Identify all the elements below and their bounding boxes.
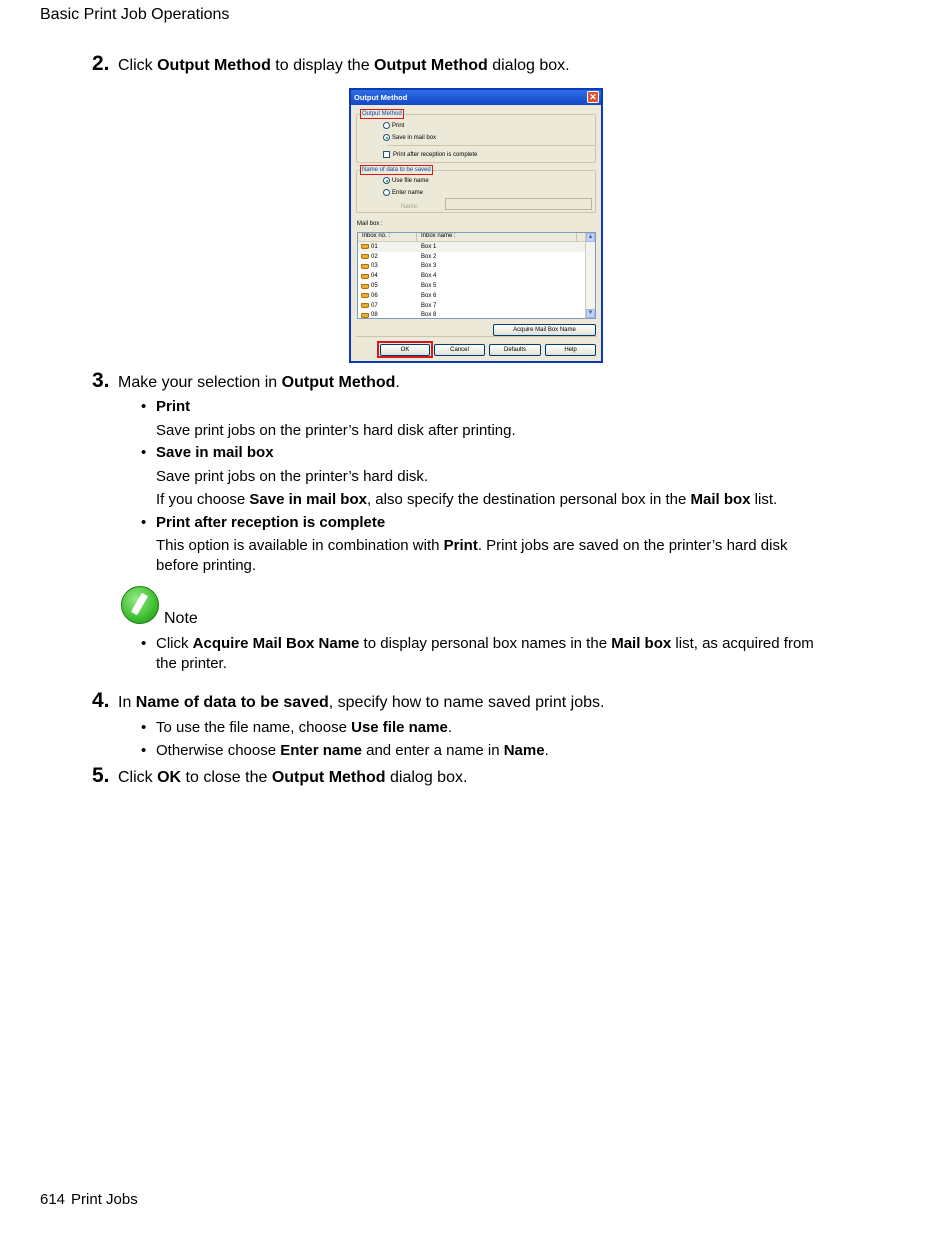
inbox-no: 03: [371, 263, 378, 270]
column-header-inbox-name[interactable]: Inbox name :: [417, 233, 577, 241]
step-number: 2.: [92, 52, 110, 75]
text: .: [395, 374, 400, 391]
bold-term: Output Method: [271, 769, 386, 786]
mailbox-icon: [361, 284, 369, 289]
inbox-no: 02: [371, 253, 378, 260]
radio-selected-icon: [383, 134, 390, 141]
step-text: [118, 374, 400, 391]
list-item[interactable]: [358, 271, 595, 281]
option-label: Use file name: [392, 177, 429, 184]
step-3: [92, 369, 400, 393]
ok-button[interactable]: OK: [380, 344, 430, 356]
option-label: Save in mail box: [392, 134, 437, 141]
inbox-name: Box 8: [421, 312, 437, 319]
inbox-no: 05: [371, 283, 378, 290]
inbox-no-cell: [358, 303, 417, 309]
inbox-no-cell: [358, 263, 417, 269]
divider: [387, 145, 595, 146]
option-title: • Print: [156, 398, 191, 415]
option-title: • Print after reception is complete: [156, 514, 386, 531]
mailbox-icon: [361, 313, 369, 318]
list-item[interactable]: [358, 311, 595, 319]
radio-save-in-mailbox[interactable]: [383, 134, 436, 141]
text: Make your selection in: [118, 374, 282, 391]
pencil-note-icon: [121, 586, 159, 624]
bold-term: Enter name: [280, 742, 362, 759]
scroll-up-icon[interactable]: ▲: [587, 234, 594, 240]
radio-icon: [383, 122, 390, 129]
radio-selected-icon: [383, 177, 390, 184]
bullet-print-after-reception: [141, 513, 821, 533]
text: to display personal box names in the: [359, 635, 612, 652]
text: Click: [156, 635, 193, 652]
group-label-name-of-data: Name of data to be saved: [362, 167, 431, 173]
text: dialog box.: [487, 57, 570, 74]
text: Click: [118, 57, 158, 74]
inbox-no: 06: [371, 292, 378, 299]
close-icon[interactable]: ✕: [587, 91, 599, 103]
bold-term: Name of data to be saved: [135, 694, 329, 711]
text: to close the: [181, 769, 272, 786]
text: Click: [118, 769, 158, 786]
text: , specify how to name saved print jobs.: [328, 694, 605, 711]
note-bullet: [141, 634, 821, 674]
bullet-enter-name: [141, 741, 821, 761]
step-4: [92, 689, 604, 713]
inbox-name: Box 5: [421, 283, 437, 290]
bold-term: Output Method: [374, 57, 488, 74]
note-label: Note: [164, 610, 198, 627]
page-number: 614: [40, 1191, 66, 1208]
text: If you choose: [156, 491, 250, 508]
text: To use the file name, choose: [156, 719, 352, 736]
bold-term: Output Method: [157, 57, 271, 74]
inbox-no: 08: [371, 312, 378, 319]
bold-term: Save in mail box: [249, 491, 367, 508]
divider: [356, 336, 597, 337]
text: , also specify the destination personal box in the: [366, 491, 691, 508]
step-number: 4.: [92, 689, 110, 712]
inbox-name: Box 6: [421, 292, 437, 299]
inbox-no-cell: [358, 244, 417, 250]
checkbox-print-after-reception[interactable]: [383, 151, 477, 158]
list-item[interactable]: [358, 301, 595, 311]
list-item[interactable]: [358, 252, 595, 262]
bold-term: OK: [157, 769, 182, 786]
text: list.: [750, 491, 778, 508]
dialog-titlebar: [351, 90, 601, 105]
text: and enter a name in: [361, 742, 504, 759]
list-header: [358, 233, 595, 242]
option-title: • Save in mail box: [156, 444, 274, 461]
running-header: Basic Print Job Operations: [40, 6, 230, 23]
page-footer: [40, 1191, 138, 1208]
name-label: Name:: [401, 204, 419, 210]
text: list, as acquired from the printer.: [156, 635, 814, 672]
checkbox-icon: [383, 151, 390, 158]
step-text: [118, 57, 570, 74]
bold-term: Acquire Mail Box Name: [192, 635, 360, 652]
inbox-name: Box 7: [421, 302, 437, 309]
inbox-name: Box 4: [421, 273, 437, 280]
radio-enter-name[interactable]: [383, 189, 423, 196]
text: dialog box.: [385, 769, 468, 786]
bold-term: Use file name: [351, 719, 448, 736]
mailbox-icon: [361, 264, 369, 269]
radio-print[interactable]: [383, 122, 404, 129]
list-scrollbar[interactable]: [585, 233, 595, 318]
scroll-down-icon[interactable]: ▼: [587, 310, 594, 316]
list-item[interactable]: [358, 291, 595, 301]
save-mailbox-detail: [156, 490, 816, 510]
mailbox-icon: [361, 274, 369, 279]
inbox-name: Box 3: [421, 263, 437, 270]
step-number: 3.: [92, 369, 110, 392]
text: to display the: [270, 57, 375, 74]
output-method-group: [356, 111, 596, 163]
bullet-print: [141, 397, 821, 417]
after-reception-description: [156, 536, 816, 576]
step-number: 5.: [92, 764, 110, 787]
group-label-output-method: Output Method: [362, 111, 402, 117]
mailbox-icon: [361, 303, 369, 308]
radio-icon: [383, 189, 390, 196]
list-rows: [358, 242, 595, 319]
inbox-no-cell: [358, 312, 417, 318]
inbox-name: Box 1: [421, 243, 437, 250]
option-label: Enter name: [392, 189, 424, 196]
column-header-inbox-no[interactable]: Inbox no. :: [358, 233, 417, 241]
note-text: [156, 634, 821, 674]
step-text: [118, 769, 467, 786]
inbox-no-cell: [358, 293, 417, 299]
step-text: [118, 694, 604, 711]
inbox-no-cell: [358, 273, 417, 279]
text: .: [544, 742, 549, 759]
bold-term: Name: [503, 742, 545, 759]
bullet-text: [156, 718, 821, 738]
radio-use-file-name[interactable]: [383, 177, 429, 184]
list-item[interactable]: [358, 262, 595, 272]
text: In: [118, 694, 136, 711]
bullet-text: [156, 741, 821, 761]
bold-term: Output Method: [281, 374, 396, 391]
bold-term: Mail box: [611, 635, 672, 652]
inbox-no-cell: [358, 254, 417, 260]
mailbox-list[interactable]: [357, 232, 596, 319]
help-button[interactable]: Help: [545, 344, 596, 356]
save-mailbox-description: Save print jobs on the printer’s hard disk.: [156, 468, 429, 485]
bullet-use-file-name: [141, 718, 821, 738]
output-method-dialog: [349, 88, 603, 363]
name-input[interactable]: [445, 198, 592, 210]
defaults-button[interactable]: Defaults: [489, 344, 541, 356]
text: .: [447, 719, 453, 736]
inbox-no-cell: [358, 283, 417, 289]
mailbox-icon: [361, 254, 369, 259]
step-2: [92, 52, 570, 76]
text: Otherwise choose: [156, 742, 281, 759]
bold-term: Print: [443, 537, 478, 554]
cancel-button[interactable]: Cancel: [434, 344, 485, 356]
bullet-save-in-mailbox: [141, 443, 821, 463]
inbox-no: 07: [371, 302, 378, 309]
inbox-no: 01: [371, 243, 378, 250]
acquire-mail-box-name-button[interactable]: Acquire Mail Box Name: [493, 324, 596, 336]
list-item[interactable]: [358, 242, 595, 252]
option-label: Print: [392, 122, 405, 129]
inbox-no: 04: [371, 273, 378, 280]
footer-section: Print Jobs: [71, 1191, 138, 1208]
step-5: [92, 764, 467, 788]
mailbox-icon: [361, 244, 369, 249]
mailbox-icon: [361, 293, 369, 298]
mailbox-label: Mail box :: [357, 221, 383, 227]
option-label: Print after reception is complete: [393, 151, 478, 158]
text: This option is available in combination with: [156, 537, 444, 554]
text: . Print jobs are saved on the printer’s hard disk before printing.: [156, 537, 788, 574]
bold-term: Mail box: [690, 491, 751, 508]
print-description: Save print jobs on the printer’s hard disk after printing.: [156, 422, 516, 439]
inbox-name: Box 2: [421, 253, 437, 260]
dialog-title: Output Method: [354, 93, 408, 102]
list-item[interactable]: [358, 281, 595, 291]
